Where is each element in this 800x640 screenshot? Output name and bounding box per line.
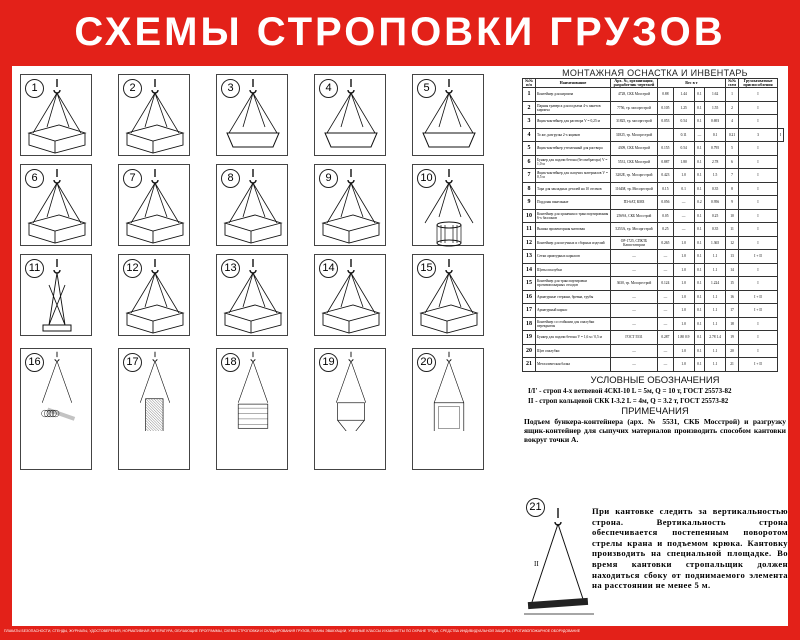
table-cell: 0.1 xyxy=(694,223,705,237)
footer-text: ПЛАКАТЫ БЕЗОПАСНОСТИ, СТЕНДЫ, ЖУРНАЛЫ, УДОСТОВЕРЕНИЯ, НОРМАТИВНАЯ ЛИТЕРАТУРА, ОБУЧАЮЩИЕ ПРОГРАММЫ, СХЕМЫ СТРОПОВКИ И СКЛАДИРОВАНИЯ ГРУЗОВ, ПЛАНЫ ЭВАКУАЦИИ, УЧЕБНЫЕ КЛАССЫ И КАБИНЕТЫ ПО ОХРАНЕ ТРУДА, СРЕДСТВА ИНДИВИДУАЛЬНОЙ ЗАЩИТЫ, ПРОТИВОПОЖАРНОЕ ОБОРУДОВАНИЕ xyxy=(4,629,581,633)
table-cell: 0.1 xyxy=(694,236,705,250)
table-row xyxy=(523,236,784,250)
table-cell: 1 xyxy=(523,88,536,102)
table-cell: 0.35 xyxy=(705,223,726,237)
table-cell: 0.1 xyxy=(694,101,705,115)
table-cell: 0.1 xyxy=(694,277,705,291)
table-cell: 1 xyxy=(726,88,739,102)
table-cell: 1.0 xyxy=(673,169,694,183)
scheme-number: 20 xyxy=(417,353,436,372)
scheme-7 xyxy=(118,164,190,246)
table-row xyxy=(523,128,784,142)
table-cell: Контейнер для транспортировки противопожарных отходов xyxy=(536,277,611,291)
table-cell: 0.1 xyxy=(694,250,705,264)
table-cell: 0.05 xyxy=(658,209,674,223)
scheme-number: 4 xyxy=(319,79,338,98)
table-cell: 10 xyxy=(523,209,536,223)
table-cell: Ящик-контейнер для раствора V = 0,25 м xyxy=(536,115,611,129)
table-cell: I xyxy=(739,182,778,196)
table-cell: 5253А, тр. Мосоргстрой xyxy=(611,223,658,237)
table-cell: — xyxy=(611,304,658,318)
table-row xyxy=(523,304,784,318)
table-cell: 4728, СКБ Мосстрой xyxy=(611,88,658,102)
legend-line-1: I/I' - строп 4-х ветвевой 4СКI-10 L = 5м, Q = 10 т, ГОСТ 25573-82 xyxy=(528,386,732,395)
table-cell: 0.15 xyxy=(658,182,674,196)
table-cell: I xyxy=(739,155,778,169)
table-cell: 0.1 xyxy=(694,290,705,304)
table-cell: 0.1 xyxy=(694,182,705,196)
table-cell: ГОСТ 5531 xyxy=(611,331,658,345)
table-cell: Бункер для подачи бетона (без вибратора) V = 1,0 м xyxy=(536,155,611,169)
table-cell: — xyxy=(673,223,694,237)
svg-text:II: II xyxy=(534,560,539,568)
table-cell: I xyxy=(778,128,784,142)
table-cell: 17 xyxy=(523,304,536,318)
table-cell: 0.1 xyxy=(694,344,705,358)
table-cell: — xyxy=(673,196,694,210)
table-row xyxy=(523,317,784,331)
table-cell: — xyxy=(694,128,705,142)
scheme-4 xyxy=(314,74,386,156)
table-cell: I xyxy=(739,115,778,129)
table-cell: 1.80 xyxy=(673,155,694,169)
table-cell: То же, разгрузка 2-х ящиков xyxy=(536,128,611,142)
scheme-number: 21 xyxy=(526,498,545,517)
table-cell: 0.1 xyxy=(694,209,705,223)
table-cell: Щит опалубки xyxy=(536,344,611,358)
table-cell: 7756, тр. мосоргстрой xyxy=(611,101,658,115)
table-cell: Контейнер для кирпича xyxy=(536,88,611,102)
scheme-number: 1 xyxy=(25,79,44,98)
table-cell: 16 xyxy=(523,290,536,304)
table-cell: I xyxy=(739,169,778,183)
table-row xyxy=(523,223,784,237)
table-cell: 0.056 xyxy=(658,196,674,210)
scheme-10 xyxy=(412,164,484,246)
poster-title: СХЕМЫ СТРОПОВКИ ГРУЗОВ xyxy=(74,10,726,54)
scheme-number: 17 xyxy=(123,353,142,372)
table-cell: 0.1 xyxy=(694,317,705,331)
table-cell: 0.25 xyxy=(705,209,726,223)
table-cell: 1.44 xyxy=(673,88,694,102)
scheme-12 xyxy=(118,254,190,336)
table-cell: — xyxy=(611,344,658,358)
table-cell: 19 xyxy=(726,331,739,345)
th-weight: Вес в т xyxy=(658,79,726,88)
sling-drawing xyxy=(315,349,387,431)
table-cell: 1.0 xyxy=(673,290,694,304)
table-cell: — xyxy=(611,290,658,304)
table-cell: I xyxy=(739,142,778,156)
table-cell: I + II xyxy=(739,290,778,304)
table-cell: 0.11 xyxy=(673,128,694,142)
sling-drawing xyxy=(21,165,93,247)
table-cell: 16 xyxy=(726,290,739,304)
sling-drawing xyxy=(413,165,485,247)
table-cell: — xyxy=(658,304,674,318)
table-cell: 1.0 xyxy=(673,263,694,277)
table-cell: — xyxy=(611,263,658,277)
table-cell: — xyxy=(611,317,658,331)
table-cell: 8 xyxy=(726,182,739,196)
table-row xyxy=(523,358,784,372)
scheme-5 xyxy=(412,74,484,156)
table-cell: 1.0 xyxy=(673,277,694,291)
table-cell: I xyxy=(739,331,778,345)
table-cell: 18 xyxy=(523,317,536,331)
table-row xyxy=(523,115,784,129)
scheme-number: 10 xyxy=(417,169,436,188)
sling-drawing xyxy=(413,75,485,157)
th-num: №№ п/п xyxy=(523,79,536,88)
sling-drawing xyxy=(217,165,289,247)
table-row xyxy=(523,263,784,277)
table-cell: I xyxy=(739,277,778,291)
sling-drawing xyxy=(217,255,289,337)
table-cell: 0.1 xyxy=(694,304,705,318)
table-cell: 21 xyxy=(523,358,536,372)
scheme-16 xyxy=(20,348,92,470)
table-cell: 0.35 xyxy=(705,182,726,196)
sling-drawing xyxy=(217,349,289,431)
legend-line-2: II - строп кольцевой СКК I-3.2 L = 4м, Q = 3.2 т, ГОСТ 25573-82 xyxy=(528,396,729,405)
table-cell: Щиты опалубки xyxy=(536,263,611,277)
table-cell: 4 xyxy=(523,128,536,142)
table-cell: 1.62 xyxy=(705,88,726,102)
sling-drawing xyxy=(119,255,191,337)
table-cell: Арматурный каркас xyxy=(536,304,611,318)
table-cell: 1.0 xyxy=(673,236,694,250)
table-cell: 3630, тр. Мосоргстрой xyxy=(611,277,658,291)
table-cell: — xyxy=(611,250,658,264)
legend-title: УСЛОВНЫЕ ОБОЗНАЧЕНИЯ xyxy=(590,374,720,386)
table-cell: Металлическая балка xyxy=(536,358,611,372)
sling-drawing xyxy=(21,255,93,337)
table-cell: П3-6АТ, КМЗ xyxy=(611,196,658,210)
scheme-number: 11 xyxy=(25,259,44,278)
table-cell: 31825, тр. Мосоргстрой xyxy=(611,128,658,142)
table-cell: 6 xyxy=(726,155,739,169)
table-cell: 1.55 xyxy=(705,101,726,115)
table-cell: 1.224 xyxy=(705,277,726,291)
table-cell: I + II xyxy=(739,250,778,264)
table-row xyxy=(523,101,784,115)
scheme-15 xyxy=(412,254,484,336)
table-cell: 3 xyxy=(523,115,536,129)
scheme-6 xyxy=(20,164,92,246)
table-cell: 2.78 xyxy=(705,155,726,169)
table-cell: 12 xyxy=(523,236,536,250)
table-cell: 1.1 xyxy=(705,250,726,264)
sling-drawing xyxy=(413,255,485,337)
table-cell: 1.0 xyxy=(673,250,694,264)
table-cell: I xyxy=(739,88,778,102)
table-cell: 1.1 xyxy=(705,290,726,304)
table-cell: 5 xyxy=(523,142,536,156)
scheme-number: 9 xyxy=(319,169,338,188)
scheme-number: 15 xyxy=(417,259,436,278)
table-cell: Бункер для подачи бетона V = 1,6 м / 0,5 м xyxy=(536,331,611,345)
table-cell: 1.0 xyxy=(673,304,694,318)
sling-drawing xyxy=(315,255,387,337)
table-row xyxy=(523,196,784,210)
table-cell: 1.0 xyxy=(673,317,694,331)
sling-drawing xyxy=(315,75,387,157)
table-cell: 1.5 xyxy=(705,169,726,183)
table-cell: I + II xyxy=(739,358,778,372)
table-cell: 0.693 xyxy=(705,115,726,129)
table-cell: — xyxy=(658,250,674,264)
table-cell: 4309, СКБ Мосстрой xyxy=(611,142,658,156)
table-cell: Тара для закладных деталей на 10 отсеков xyxy=(536,182,611,196)
table-cell: 11 xyxy=(726,223,739,237)
table-row xyxy=(523,250,784,264)
table-row xyxy=(523,142,784,156)
table-cell: 0.423 xyxy=(658,169,674,183)
table-cell: 1.0 xyxy=(673,358,694,372)
table-cell: Контейнер для хранения и транспортирования 6-х баллонов xyxy=(536,209,611,223)
scheme-number: 12 xyxy=(123,259,142,278)
scheme-8 xyxy=(216,164,288,246)
scheme-20 xyxy=(412,348,484,470)
table-cell: 12 xyxy=(726,236,739,250)
table-cell: 0.25 xyxy=(658,223,674,237)
table-cell: I xyxy=(739,344,778,358)
table-cell: 1.0 xyxy=(673,344,694,358)
table-cell: I xyxy=(739,101,778,115)
table-cell: — xyxy=(658,344,674,358)
scheme-9 xyxy=(314,164,386,246)
sling-drawing xyxy=(119,165,191,247)
table-row xyxy=(523,277,784,291)
table-cell: ОР-1725, СПКТБ Каппстатпром xyxy=(611,236,658,250)
table-cell: 17 xyxy=(726,304,739,318)
table-cell: 14 xyxy=(726,263,739,277)
table-cell: I xyxy=(739,223,778,237)
right-column xyxy=(522,68,788,444)
scheme-number: 14 xyxy=(319,259,338,278)
scheme-number: 2 xyxy=(123,79,142,98)
scheme-number: 3 xyxy=(221,79,240,98)
th-arch: Арх. №, организация, разработчик чертежей xyxy=(611,79,658,88)
content-panel xyxy=(12,66,788,626)
table-cell: 8 xyxy=(523,182,536,196)
table-cell: 0.287 xyxy=(658,331,674,345)
sling-drawing xyxy=(119,75,191,157)
table-cell: 20 xyxy=(726,344,739,358)
table-cell: Контейнер для штучных и сборных изделий xyxy=(536,236,611,250)
table-cell: 0.1 xyxy=(694,358,705,372)
table-cell: 0.2 xyxy=(694,196,705,210)
table-cell: Поддоны панельные xyxy=(536,196,611,210)
scheme-2 xyxy=(118,74,190,156)
table-row xyxy=(523,88,784,102)
th-name: Наименование xyxy=(536,79,611,88)
table-cell: 1.25 xyxy=(673,101,694,115)
table-cell: 20 xyxy=(523,344,536,358)
table-cell: 0.956 xyxy=(705,196,726,210)
table-cell: 0.1 xyxy=(694,155,705,169)
scheme-number: 18 xyxy=(221,353,240,372)
table-cell: — xyxy=(658,358,674,372)
table-cell: — xyxy=(658,317,674,331)
table-cell: 1164М, тр. Мосоргстрой xyxy=(611,182,658,196)
table-cell xyxy=(658,128,674,142)
table-cell: 0.887 xyxy=(658,155,674,169)
table-cell: Арматурные стержни, бревна, трубы xyxy=(536,290,611,304)
scheme-13 xyxy=(216,254,288,336)
table-cell: 0.21 xyxy=(726,128,739,142)
table-cell: I xyxy=(739,196,778,210)
table-cell: 0.1 xyxy=(694,142,705,156)
scheme-number: 8 xyxy=(221,169,240,188)
table-cell: I xyxy=(739,317,778,331)
table-row xyxy=(523,344,784,358)
sling-drawing xyxy=(21,349,93,431)
table-cell: 15 xyxy=(726,277,739,291)
th-gear: Грузозахватные приспособления xyxy=(739,79,778,88)
table-cell: 18 xyxy=(726,317,739,331)
table-cell: — xyxy=(611,358,658,372)
table-cell: 0.1 xyxy=(673,182,694,196)
sling-drawing xyxy=(119,349,191,431)
table-cell: 7 xyxy=(523,169,536,183)
scheme-21 xyxy=(522,494,594,624)
scheme-number: 16 xyxy=(25,353,44,372)
scheme-17 xyxy=(118,348,190,470)
scheme-1 xyxy=(20,74,92,156)
table-cell: I xyxy=(739,263,778,277)
scheme-19 xyxy=(314,348,386,470)
scheme-14 xyxy=(314,254,386,336)
table-cell: 0.155 xyxy=(658,142,674,156)
table-cell: Сетки арматурных каркасов xyxy=(536,250,611,264)
table-row xyxy=(523,182,784,196)
table-cell: 11 xyxy=(523,223,536,237)
table-cell: 0.795 xyxy=(705,142,726,156)
table-cell: 31825, тр. мосоргстрой xyxy=(611,115,658,129)
table-cell: 13 xyxy=(523,250,536,264)
table-cell: 15 xyxy=(523,277,536,291)
table-cell: — xyxy=(658,290,674,304)
table-cell: 7 xyxy=(726,169,739,183)
table-cell: 2.78 1.4 xyxy=(705,331,726,345)
table-cell: 13 xyxy=(726,250,739,264)
sling-drawing xyxy=(413,349,485,431)
scheme-18 xyxy=(216,348,288,470)
th-scheme: №№ схем xyxy=(726,79,739,88)
table-row xyxy=(523,169,784,183)
table-cell: 0.124 xyxy=(658,277,674,291)
table-cell: 9 xyxy=(523,196,536,210)
table-cell: 2 xyxy=(726,101,739,115)
table-cell: I xyxy=(739,236,778,250)
table-cell: 10 xyxy=(726,209,739,223)
table-cell: 1.1 xyxy=(705,263,726,277)
table-cell: 0.1 xyxy=(694,169,705,183)
notes-title: ПРИМЕЧАНИЯ xyxy=(621,405,689,417)
notes-text-1: Подъем бункера-контейнера (арх. № 5531, СКБ Мосстрой) и разгрузку ящик-контейнер для сыпучих материалов производить способом кантовки вокруг точки А. xyxy=(524,416,786,444)
table-cell: 4 xyxy=(726,115,739,129)
scheme-11 xyxy=(20,254,92,336)
table-cell: I + II xyxy=(739,304,778,318)
table-cell: 19 xyxy=(523,331,536,345)
table-cell: 5531, СКБ Мосстрой xyxy=(611,155,658,169)
scheme-number: 5 xyxy=(417,79,436,98)
sling-drawing xyxy=(315,165,387,247)
equipment-table xyxy=(522,78,784,372)
table-cell: 0.265 xyxy=(658,236,674,250)
table-cell: Контейнер со стойками для опалубки перекрытия xyxy=(536,317,611,331)
table-cell: — xyxy=(673,209,694,223)
table-cell: 5 xyxy=(726,142,739,156)
table-cell: 0.88 xyxy=(658,88,674,102)
table-cell: 3202Е, тр. Мосоргстрой xyxy=(611,169,658,183)
notes-text-2: При кантовке следить за вертикальностью строна. Вертикальность строна обеспечивается постепенным поворотом стрелы крана и подъемом крюка. Кантовку производить на специальной площадке. Во время кантовки стропальщик должен находиться сбоку от поднимаемого элемента на расстоянии не менее 5 м. xyxy=(592,506,788,591)
table-row xyxy=(523,155,784,169)
sling-drawing xyxy=(217,75,289,157)
table-cell: I xyxy=(739,209,778,223)
table-cell: Ящик-контейнер для сыпучих материалов V = 0,5 м xyxy=(536,169,611,183)
table-cell: 14 xyxy=(523,263,536,277)
table-cell: Парная траверса для подъема 4-х пакетов кирпича xyxy=(536,101,611,115)
scheme-number: 13 xyxy=(221,259,240,278)
table-cell: 6 xyxy=(523,155,536,169)
table-cell: Ящик-контейнер утепленный для раствора xyxy=(536,142,611,156)
table-title: МОНТАЖНАЯ ОСНАСТКА И ИНВЕНТАРЬ xyxy=(562,68,748,78)
scheme-3 xyxy=(216,74,288,156)
table-cell: 0.54 xyxy=(673,115,694,129)
scheme-number: 19 xyxy=(319,353,338,372)
table-cell: Вышка прожекторная мачтовая xyxy=(536,223,611,237)
table-cell: 1.1 xyxy=(705,358,726,372)
sling-drawing xyxy=(21,75,93,157)
table-cell: 1.1 xyxy=(705,304,726,318)
table-cell: 0.1 xyxy=(694,88,705,102)
table-cell: 3 xyxy=(739,128,778,142)
table-cell: 2 xyxy=(523,101,536,115)
table-cell: 1.80 0.9 xyxy=(673,331,694,345)
table-cell: 1.1 xyxy=(705,317,726,331)
table-cell: 0.1 xyxy=(694,263,705,277)
table-cell: 0.1 xyxy=(705,128,726,142)
table-row xyxy=(523,290,784,304)
table-cell: 0.053 xyxy=(658,115,674,129)
table-cell: 0.1 xyxy=(694,115,705,129)
table-row xyxy=(523,209,784,223)
table-cell: 1.365 xyxy=(705,236,726,250)
table-cell: 9 xyxy=(726,196,739,210)
scheme-number: 6 xyxy=(25,169,44,188)
table-cell: 1.1 xyxy=(705,344,726,358)
table-cell: 2569А, СКБ Мосстрой xyxy=(611,209,658,223)
table-row xyxy=(523,331,784,345)
table-cell: 0.1 xyxy=(694,331,705,345)
table-cell: — xyxy=(658,263,674,277)
table-cell: 0.54 xyxy=(673,142,694,156)
table-cell: 21 xyxy=(726,358,739,372)
scheme-number: 7 xyxy=(123,169,142,188)
table-cell: 0.105 xyxy=(658,101,674,115)
